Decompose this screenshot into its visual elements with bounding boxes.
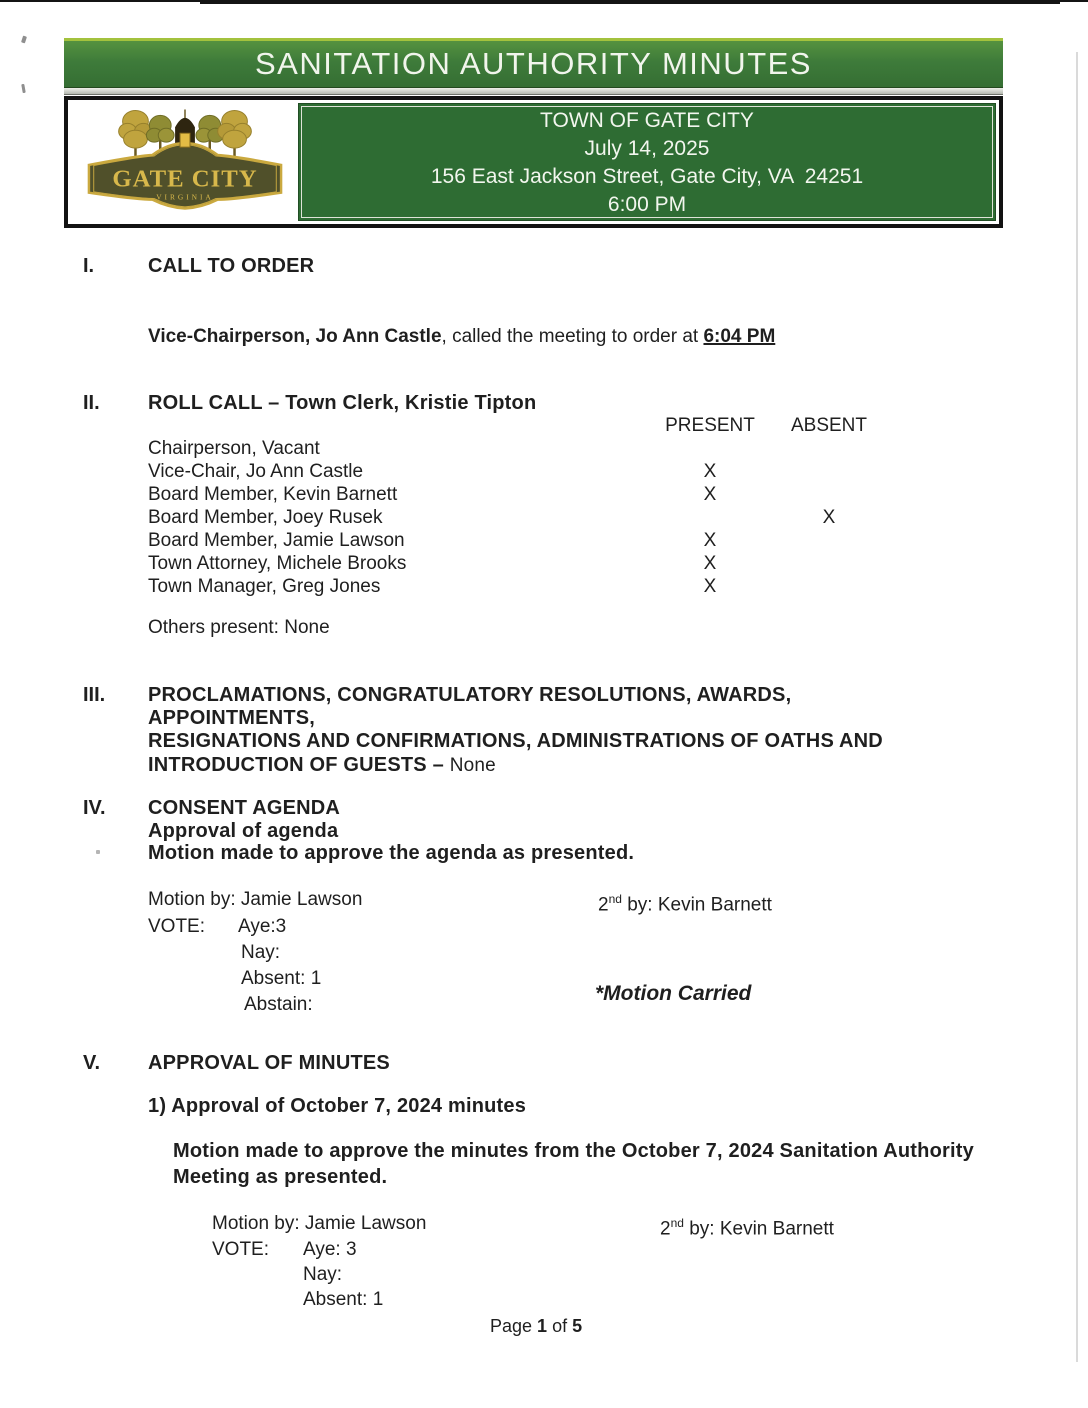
roll-call-table <box>148 437 868 598</box>
section-title: CALL TO ORDER <box>148 255 315 277</box>
ordinal-suffix: nd <box>608 892 622 906</box>
member-name: Board Member, Joey Rusek <box>148 507 383 528</box>
roll-call-row <box>148 552 868 575</box>
absent-mark <box>790 460 868 483</box>
gate-city-logo <box>81 103 289 215</box>
absent-mark <box>790 552 868 575</box>
logo-virginia-text: VIRGINIA <box>155 192 214 202</box>
proclamations-line-3: INTRODUCTION OF GUESTS – None <box>148 753 496 776</box>
section-numeral: IV. <box>83 797 106 819</box>
scan-speck <box>21 84 26 93</box>
absent-mark <box>790 437 868 460</box>
meeting-header-box <box>64 96 1003 228</box>
present-mark: X <box>703 484 717 505</box>
absent-mark <box>790 575 868 598</box>
town-name: TOWN OF GATE CITY <box>540 108 754 132</box>
section-numeral: I. <box>83 255 95 277</box>
member-name: Town Manager, Greg Jones <box>148 576 381 597</box>
minutes-motion-text: Motion made to approve the minutes from the October 7, 2024 Sanitation Authority Meeting as presented. <box>173 1140 974 1188</box>
present-mark: X <box>703 530 717 551</box>
absent-mark: X <box>822 507 836 528</box>
member-name: Town Attorney, Michele Brooks <box>148 553 407 574</box>
roll-call-row <box>148 575 868 598</box>
proclamations-line-2: RESIGNATIONS AND CONFIRMATIONS, ADMINISTRATIONS OF OATHS AND <box>148 730 883 753</box>
minutes-second-by: 2nd by: Kevin Barnett <box>660 1216 834 1240</box>
call-to-order-line <box>148 325 775 348</box>
logo-gate-city-text: GATE CITY <box>111 165 258 193</box>
scan-edge-shadow <box>1076 52 1078 1362</box>
consent-abstain: Abstain: <box>244 994 313 1015</box>
logo-area <box>71 103 298 221</box>
present-column-header: PRESENT <box>665 415 755 436</box>
roll-call-row <box>148 483 868 506</box>
chair-name: Vice-Chairperson, Jo Ann Castle <box>148 326 442 347</box>
roll-call-column-headers <box>148 414 868 437</box>
proclamations-none: None <box>449 754 496 776</box>
section-approval-minutes <box>0 1052 390 1075</box>
present-mark: X <box>703 461 717 482</box>
page-title: SANITATION AUTHORITY MINUTES <box>255 46 812 81</box>
page-number-footer: Page 1 of 5 <box>490 1316 583 1336</box>
consent-aye: Aye:3 <box>238 916 287 937</box>
banner-bevel <box>64 88 1003 95</box>
section-title: APPROVAL OF MINUTES <box>148 1052 390 1074</box>
logo-door <box>180 133 190 147</box>
title-banner <box>64 38 1003 88</box>
minutes-vote-label: VOTE: <box>212 1239 270 1260</box>
section-numeral: II. <box>83 392 100 414</box>
meeting-address: 156 East Jackson Street, Gate City, VA 24251 <box>430 164 864 188</box>
consent-motion-by: Motion by: Jamie Lawson <box>148 889 363 910</box>
minutes-motion-by: Motion by: Jamie Lawson <box>212 1213 427 1234</box>
meeting-info-panel <box>298 103 996 221</box>
minutes-item-title: 1) Approval of October 7, 2024 minutes <box>148 1095 527 1117</box>
scan-speck <box>21 36 27 44</box>
consent-vote-label: VOTE: <box>148 916 206 937</box>
absent-mark <box>790 529 868 552</box>
section-numeral: III. <box>83 684 106 706</box>
consent-second-by: 2nd by: Kevin Barnett <box>598 892 772 916</box>
section-roll-call <box>0 392 536 415</box>
minutes-nay: Nay: <box>303 1264 343 1285</box>
minutes-absent: Absent: 1 <box>303 1289 384 1310</box>
others-present-line: Others present: None <box>148 617 330 638</box>
section-numeral: V. <box>83 1052 101 1074</box>
roll-call-row <box>148 437 868 460</box>
section-title <box>148 684 960 777</box>
member-name: Board Member, Kevin Barnett <box>148 484 398 505</box>
section-call-to-order <box>0 255 314 278</box>
consent-absent: Absent: 1 <box>241 968 322 989</box>
total-pages: 5 <box>572 1316 583 1336</box>
present-mark <box>630 506 790 529</box>
roll-call-row <box>148 529 868 552</box>
scan-artifact <box>200 2 1060 4</box>
section-consent-agenda <box>0 797 340 820</box>
consent-motion-carried: *Motion Carried <box>595 982 752 1005</box>
present-mark: X <box>703 576 717 597</box>
proclamations-line-1: PROCLAMATIONS, CONGRATULATORY RESOLUTIONS, AWARDS, APPOINTMENTS, <box>148 684 792 730</box>
call-time: 6:04 PM <box>703 326 776 347</box>
member-name: Chairperson, Vacant <box>148 438 320 459</box>
present-mark: X <box>703 553 717 574</box>
roll-call-row <box>148 460 868 483</box>
member-name: Vice-Chair, Jo Ann Castle <box>148 461 364 482</box>
meeting-time: 6:00 PM <box>607 192 687 216</box>
current-page-number: 1 <box>537 1316 548 1336</box>
call-text: , called the meeting to order at <box>441 326 704 347</box>
roll-call-row <box>148 506 868 529</box>
section-proclamations <box>0 684 960 777</box>
section-title: CONSENT AGENDA <box>148 797 341 819</box>
absent-mark <box>790 483 868 506</box>
scan-speck <box>96 850 100 854</box>
ordinal-suffix: nd <box>670 1216 684 1230</box>
present-mark <box>630 437 790 460</box>
member-name: Board Member, Jamie Lawson <box>148 530 405 551</box>
section-title: ROLL CALL – Town Clerk, Kristie Tipton <box>148 392 537 414</box>
consent-nay: Nay: <box>241 942 281 963</box>
consent-subtitle: Approval of agenda <box>148 820 339 842</box>
absent-column-header: ABSENT <box>790 415 868 436</box>
meeting-date: July 14, 2025 <box>584 136 710 160</box>
minutes-aye: Aye: 3 <box>303 1239 357 1260</box>
consent-motion-line: Motion made to approve the agenda as presented. <box>148 842 635 864</box>
